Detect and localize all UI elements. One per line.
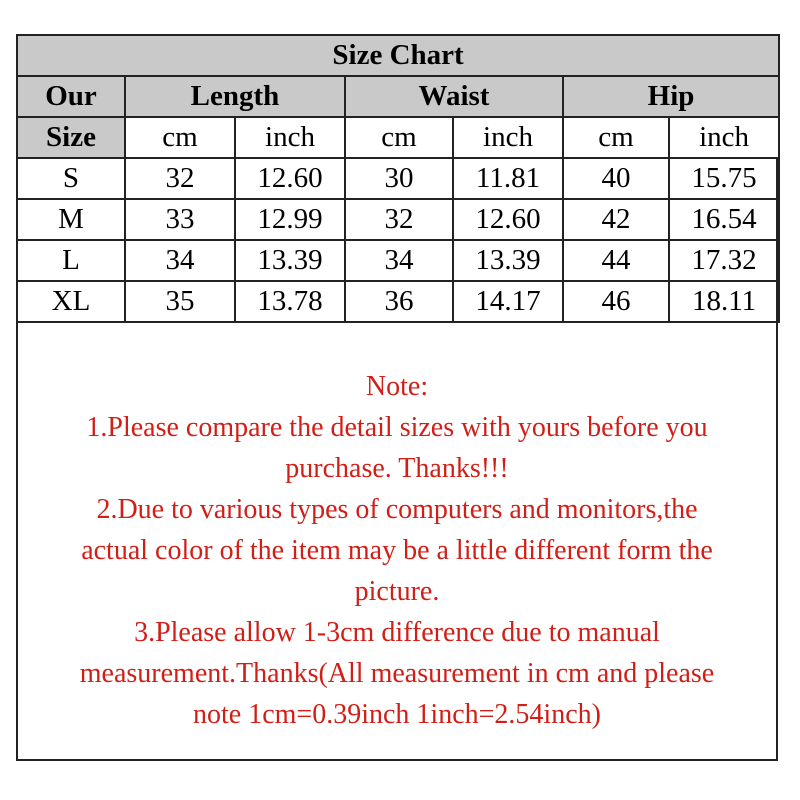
group-header-row: [17, 76, 779, 117]
value-cell: 14.17: [453, 281, 563, 322]
value-cell: 34: [125, 240, 235, 281]
size-cell: S: [17, 158, 125, 199]
value-cell: 40: [563, 158, 669, 199]
value-cell: 36: [345, 281, 453, 322]
note-line: actual color of the item may be a little different form the: [81, 535, 713, 566]
unit-header: cm: [125, 117, 235, 158]
note-heading: Note:: [365, 371, 429, 402]
unit-header: inch: [669, 117, 779, 158]
value-cell: 11.81: [453, 158, 563, 199]
note-line: measurement.Thanks(All measurement in cm and please: [79, 658, 715, 689]
note-line: 2.Due to various types of computers and monitors,the: [96, 494, 698, 525]
value-cell: 13.78: [235, 281, 345, 322]
title-row: [17, 35, 779, 76]
waist-header: Waist: [345, 76, 563, 117]
table-row: [17, 199, 779, 240]
value-cell: 32: [345, 199, 453, 240]
note-line: purchase. Thanks!!!: [285, 453, 509, 484]
size-chart-table: [16, 34, 780, 323]
note-line: picture.: [354, 576, 440, 607]
value-cell: 30: [345, 158, 453, 199]
note-line: 1.Please compare the detail sizes with yours before you: [86, 412, 708, 443]
value-cell: 12.60: [235, 158, 345, 199]
size-cell: L: [17, 240, 125, 281]
table-row: [17, 158, 779, 199]
unit-header-row: [17, 117, 779, 158]
value-cell: 33: [125, 199, 235, 240]
value-cell: 42: [563, 199, 669, 240]
value-cell: 12.60: [453, 199, 563, 240]
chart-title: Size Chart: [17, 35, 779, 76]
value-cell: 12.99: [235, 199, 345, 240]
notes-section: [16, 366, 778, 735]
value-cell: 13.39: [235, 240, 345, 281]
value-cell: 35: [125, 281, 235, 322]
table-row: [17, 281, 779, 322]
size-column-header-bottom: Size: [17, 117, 125, 158]
value-cell: 18.11: [669, 281, 779, 322]
unit-header: inch: [235, 117, 345, 158]
value-cell: 16.54: [669, 199, 779, 240]
value-cell: 46: [563, 281, 669, 322]
note-line: note 1cm=0.39inch 1inch=2.54inch): [193, 699, 601, 730]
size-column-header-top: Our: [17, 76, 125, 117]
value-cell: 32: [125, 158, 235, 199]
note-line: 3.Please allow 1-3cm difference due to manual: [134, 617, 660, 648]
table-row: [17, 240, 779, 281]
hip-header: Hip: [563, 76, 779, 117]
value-cell: 34: [345, 240, 453, 281]
size-cell: XL: [17, 281, 125, 322]
unit-header: cm: [563, 117, 669, 158]
value-cell: 17.32: [669, 240, 779, 281]
value-cell: 44: [563, 240, 669, 281]
unit-header: cm: [345, 117, 453, 158]
length-header: Length: [125, 76, 345, 117]
value-cell: 15.75: [669, 158, 779, 199]
value-cell: 13.39: [453, 240, 563, 281]
size-cell: M: [17, 199, 125, 240]
unit-header: inch: [453, 117, 563, 158]
